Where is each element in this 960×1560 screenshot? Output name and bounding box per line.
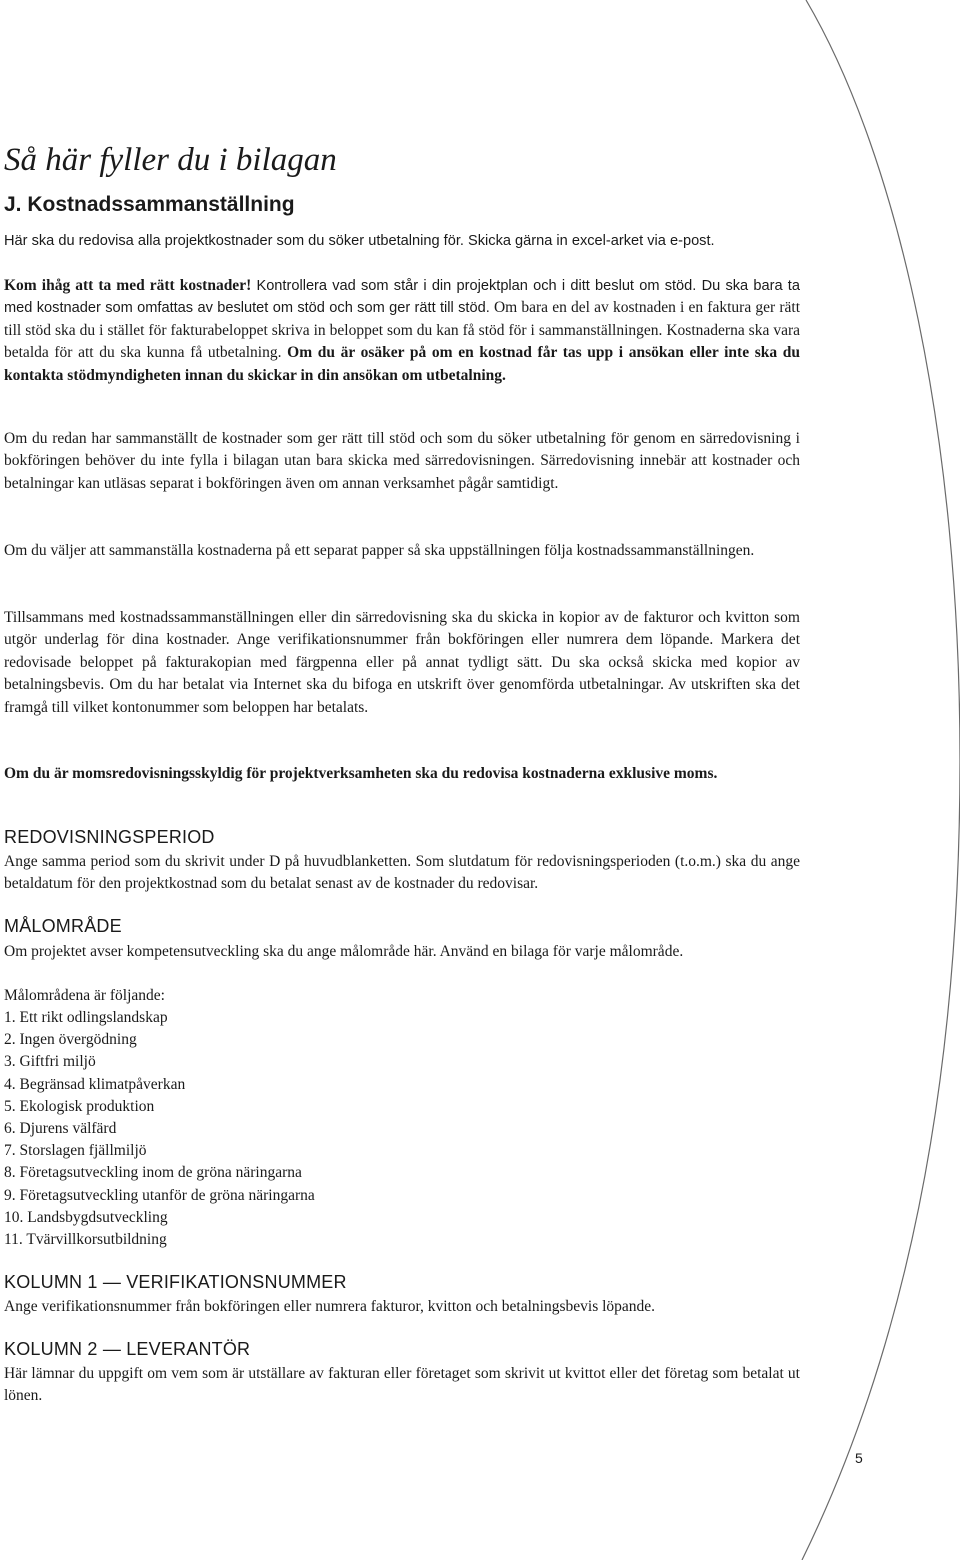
- list-item: 8. Företagsutveckling inom de gröna näringarna: [4, 1164, 302, 1182]
- paragraph-vat: Om du är momsredovisningsskyldig för projektverksamheten ska du redovisa kostnaderna exklusive moms.: [4, 765, 718, 782]
- heading-column-2: KOLUMN 2 — LEVERANTÖR: [4, 1339, 251, 1359]
- reminder-paragraph: [4, 275, 800, 387]
- list-item: 1. Ett rikt odlingslandskap: [4, 1009, 168, 1026]
- section-title: J. Kostnadssammanställning: [4, 193, 295, 216]
- list-item: 2. Ingen övergödning: [4, 1031, 137, 1049]
- page-title: Så här fyller du i bilagan: [4, 142, 337, 178]
- list-item: 7. Storslagen fjällmiljö: [4, 1142, 147, 1160]
- list-item: 11. Tvärvillkorsutbildning: [4, 1231, 167, 1249]
- heading-column-1: KOLUMN 1 — VERIFIKATIONSNUMMER: [4, 1272, 347, 1292]
- list-item: 9. Företagsutveckling utanför de gröna näringarna: [4, 1186, 315, 1204]
- page-number: 5: [855, 1450, 863, 1466]
- heading-period: REDOVISNINGSPERIOD: [4, 827, 215, 847]
- reminder-text: Kontrollera vad som står i din projektplan och i ditt beslut om stöd. Du ska bara ta med kostnader som omfattas av beslutet om stöd och som ger rätt till stöd.: [4, 278, 800, 317]
- goal-area-text: Om projektet avser kompetensutveckling ska du ange målområde här. Använd en bilaga för varje målområde.: [4, 943, 684, 960]
- reminder-bold-warning: Om du är osäker på om en kostnad får tas upp i ansökan eller inte ska du kontakta stödmyndigheten innan du skickar in din ansökan om utbetalning.: [4, 344, 801, 384]
- reminder-serif-text: Om bara en del av kostnaden i en faktura ger rätt till stöd ska du i stället för fakturabeloppet skriva in beloppet som du kan få stöd för i sammanställningen. Kostnaderna ska vara betalda för att du ska kunna få utbetalning.: [4, 299, 800, 362]
- list-item: 5. Ekologisk produktion: [4, 1097, 155, 1115]
- goal-list-intro: Målområdena är följande:: [4, 987, 165, 1004]
- period-text: Ange samma period som du skrivit under D på huvudblanketten. Som slutdatum för redovisningsperioden (t.o.m.) ska du ange betaldatum för den projektkostnad som du betalat senast av de kostnader du redovisar.: [4, 853, 800, 893]
- heading-goal-area: MÅLOMRÅDE: [4, 916, 122, 936]
- paragraph-separate-accounting: Om du redan har sammanställt de kostnader som ger rätt till stöd och som du söker utbetalning för genom en särredovisning i bokföringen behöver du inte fylla i bilagan utan bara skicka med särredovisningen. Särredovisning innebär att kostnader och betalningar kan utläsas separat i bokföringen även om annan verksamhet pågår samtidigt.: [4, 430, 800, 492]
- reminder-bold: Kom ihåg att ta med rätt kostnader!: [4, 277, 252, 294]
- column-2-text: Här lämnar du uppgift om vem som är utställare av fakturan eller företaget som skrivit ut kvittot eller det företag som betalat ut lönen.: [4, 1365, 800, 1405]
- column-1-text: Ange verifikationsnummer från bokföringen eller numrera fakturor, kvitton och betalningsbevis löpande.: [4, 1298, 656, 1315]
- list-item: 3. Giftfri miljö: [4, 1053, 96, 1071]
- goal-list: [4, 1007, 800, 1251]
- paragraph-separate-paper: Om du väljer att sammanställa kostnaderna på ett separat papper så ska uppställningen följa kostnadssammanställningen.: [4, 542, 755, 559]
- paragraph-copies: Tillsammans med kostnadssammanställningen eller din särredovisning ska du skicka in kopior av de fakturor och kvitton som utgör underlag för dina kostnader. Ange verifikationsnummer från bokföringen eller numrera dem löpande. Markera det redovisade beloppet på fakturakopian med färgpenna eller på annat tydligt sätt. Du ska också skicka med kopior av betalningsbevis. Om du har betalat via Internet ska du bifoga en utskrift över genomförda utbetalningar. Av utskriften ska det framgå till vilket kontonummer som beloppen har betalats.: [4, 609, 800, 716]
- list-item: 6. Djurens välfärd: [4, 1120, 117, 1138]
- list-item: 4. Begränsad klimatpåverkan: [4, 1075, 186, 1093]
- list-item: 10. Landsbygdsutveckling: [4, 1208, 168, 1226]
- intro-line: Här ska du redovisa alla projektkostnader som du söker utbetalning för. Skicka gärna in excel-arket via e-post.: [4, 233, 715, 249]
